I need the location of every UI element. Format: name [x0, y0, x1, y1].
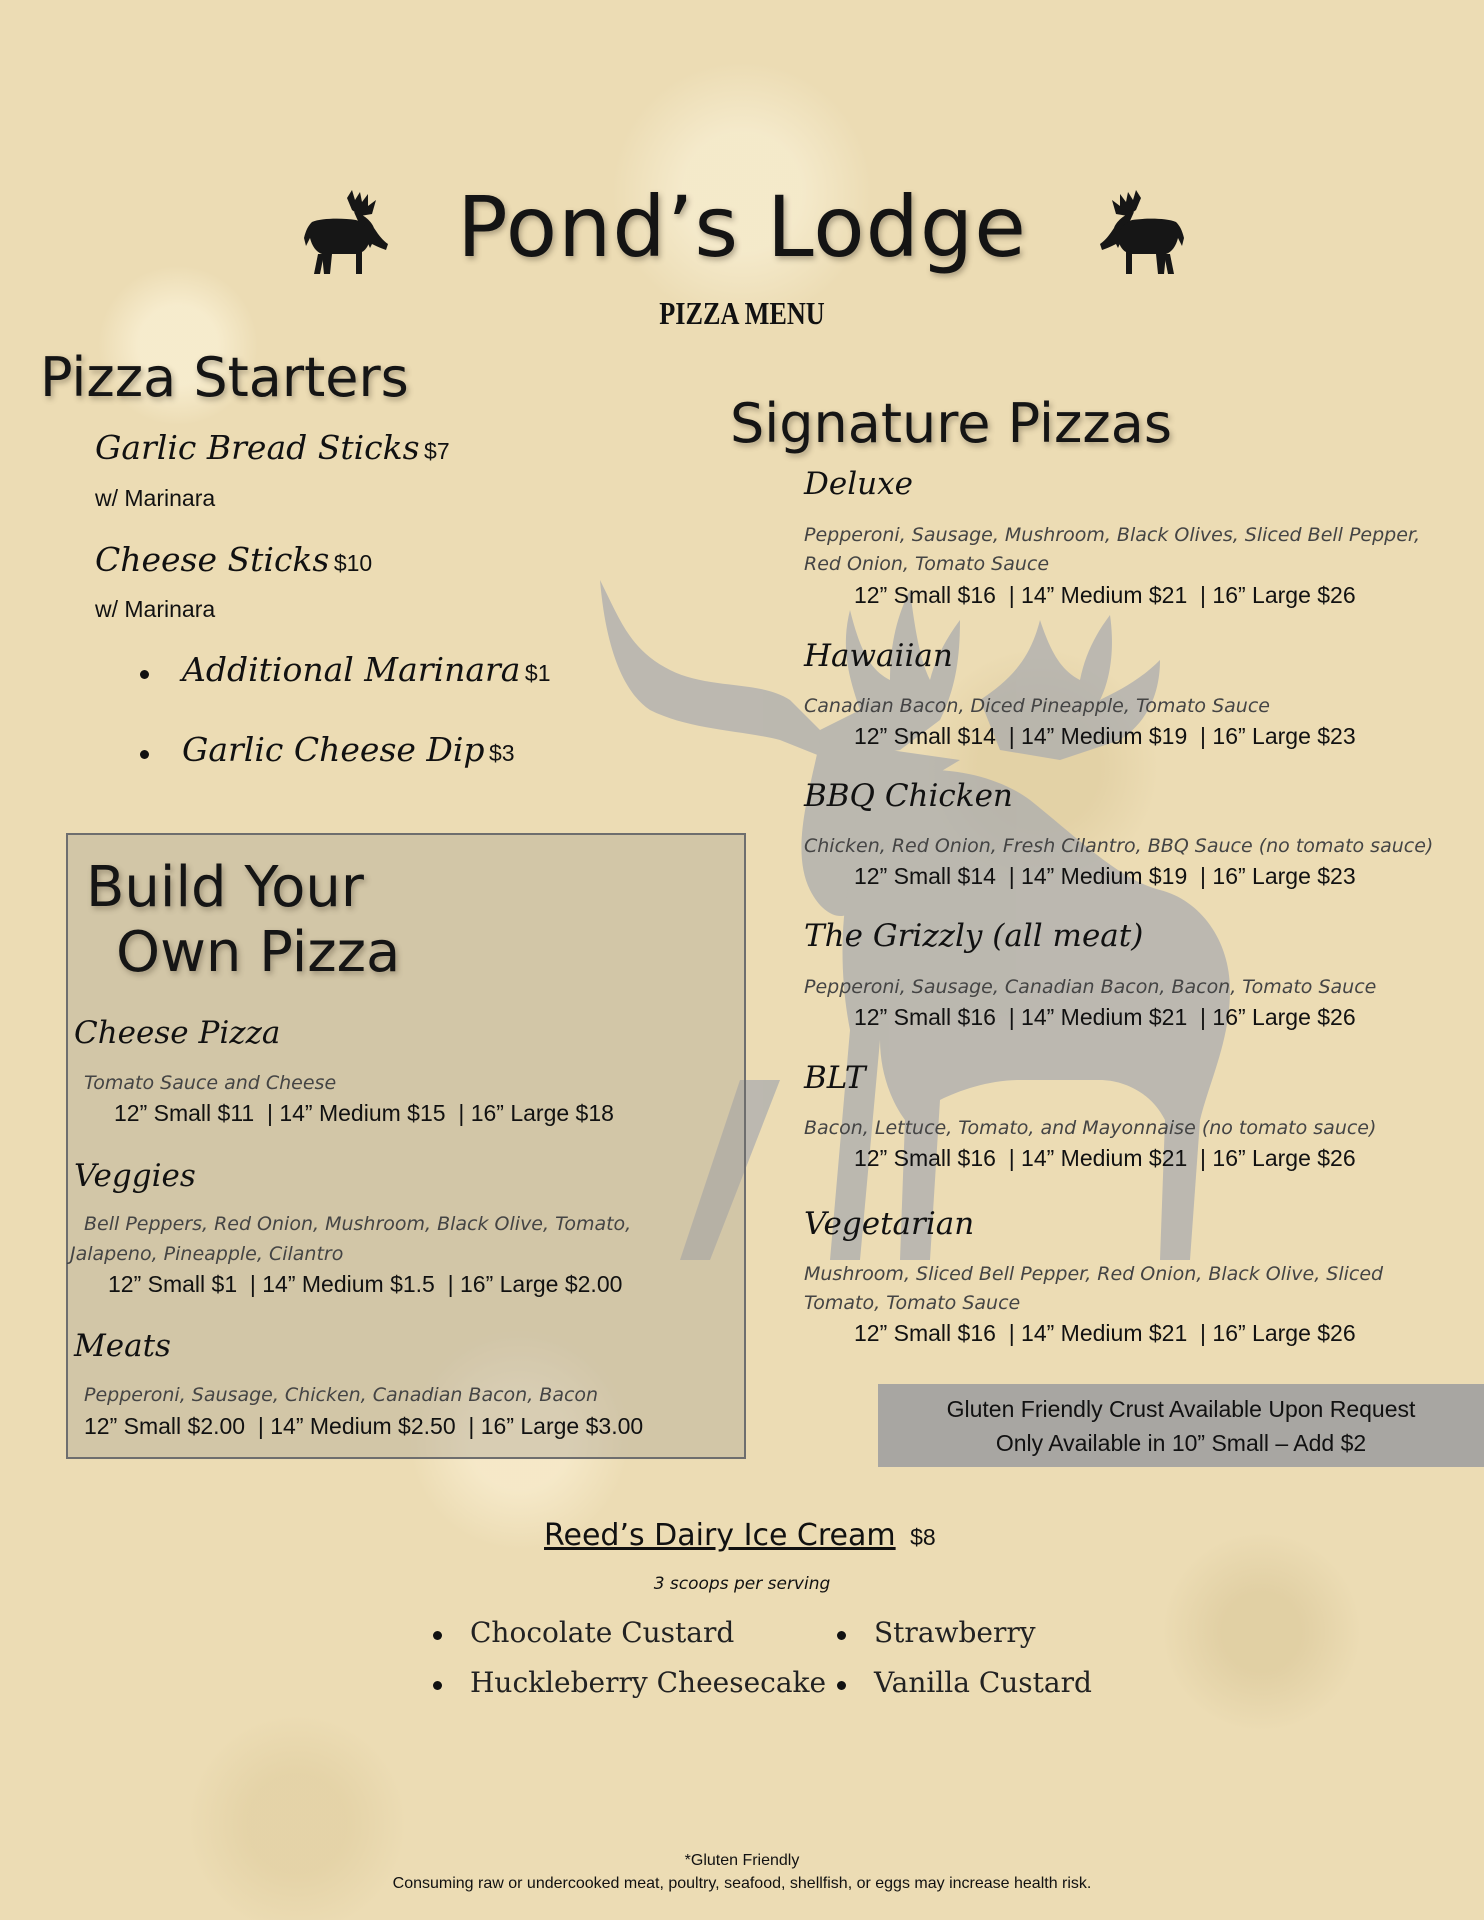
starter-name: Garlic Bread Sticks: [95, 428, 420, 467]
signature-item-desc: Pepperoni, Sausage, Canadian Bacon, Bacon, Tomato Sauce: [804, 976, 1377, 998]
footer-gluten-note: *Gluten Friendly: [684, 1852, 800, 1869]
gluten-friendly-box: [878, 1384, 1484, 1467]
ice-cream-flavor: Chocolate Custard: [470, 1616, 735, 1649]
starter-item: [95, 540, 372, 579]
bullet-icon: [140, 670, 149, 679]
signature-item-desc: Canadian Bacon, Diced Pineapple, Tomato Sauce: [804, 695, 1270, 717]
signature-item-name: Hawaiian: [804, 638, 953, 674]
addon-price: $3: [489, 740, 515, 766]
addon-name: Garlic Cheese Dip: [182, 730, 485, 769]
starter-note: w/ Marinara: [95, 485, 216, 511]
signature-item-name: BLT: [804, 1060, 866, 1096]
moose-icon-right: [1086, 188, 1196, 278]
byo-item-sizes: 12” Small $2.00 | 14” Medium $2.50 | 16” Large $3.00: [84, 1413, 644, 1439]
page-subtitle: PIZZA MENU: [659, 295, 825, 331]
signature-item-sizes: 12” Small $14 | 14” Medium $19 | 16” Large $23: [854, 723, 1356, 749]
byo-heading-line2: Own Pizza: [116, 920, 401, 985]
signature-item-name: The Grizzly (all meat): [804, 918, 1144, 954]
bullet-icon: [837, 1631, 846, 1640]
ice-cream-flavor: Strawberry: [874, 1616, 1036, 1649]
ice-cream-price: $8: [910, 1524, 936, 1550]
ice-cream-heading: Reed’s Dairy Ice Cream: [544, 1518, 896, 1553]
starter-price: $10: [333, 550, 373, 576]
starter-item: [95, 428, 450, 467]
bullet-icon: [837, 1681, 846, 1690]
page-title: Pond’s Lodge: [457, 178, 1027, 276]
byo-item-sizes: 12” Small $1 | 14” Medium $1.5 | 16” Large $2.00: [108, 1271, 623, 1297]
starter-name: Cheese Sticks: [95, 540, 330, 579]
starters-heading: Pizza Starters: [40, 346, 409, 409]
signature-item-sizes: 12” Small $16 | 14” Medium $21 | 16” Large $26: [854, 582, 1356, 608]
signature-item-sizes: 12” Small $16 | 14” Medium $21 | 16” Large $26: [854, 1004, 1356, 1030]
byo-item-desc: Tomato Sauce and Cheese: [84, 1072, 337, 1094]
signature-item-name: BBQ Chicken: [804, 778, 1013, 814]
signature-item-desc: Pepperoni, Sausage, Mushroom, Black Olives, Sliced Bell Pepper,: [804, 524, 1421, 546]
signature-item-desc: Red Onion, Tomato Sauce: [804, 553, 1050, 575]
bullet-icon: [433, 1681, 442, 1690]
ice-cream-header: [544, 1518, 936, 1553]
signature-item-desc: Bacon, Lettuce, Tomato, and Mayonnaise (no tomato sauce): [804, 1117, 1377, 1139]
starter-note: w/ Marinara: [95, 596, 216, 622]
byo-item-desc: Bell Peppers, Red Onion, Mushroom, Black Olive, Tomato,: [84, 1213, 632, 1235]
bullet-icon: [140, 750, 149, 759]
signature-item-name: Deluxe: [804, 466, 913, 502]
ice-cream-flavor: Huckleberry Cheesecake: [470, 1666, 827, 1699]
addon-price: $1: [524, 660, 551, 686]
signature-heading: Signature Pizzas: [730, 392, 1172, 455]
ice-cream-note: 3 scoops per serving: [653, 1574, 831, 1594]
byo-item-desc: Jalapeno, Pineapple, Cilantro: [70, 1243, 344, 1265]
byo-item-desc: Pepperoni, Sausage, Chicken, Canadian Bacon, Bacon: [84, 1384, 599, 1406]
signature-item-sizes: 12” Small $16 | 14” Medium $21 | 16” Large $26: [854, 1145, 1356, 1171]
signature-item-desc: Tomato, Tomato Sauce: [804, 1292, 1021, 1314]
byo-item-name: Meats: [74, 1328, 171, 1364]
ice-cream-flavor: Vanilla Custard: [874, 1666, 1092, 1699]
gluten-box-line1: Gluten Friendly Crust Available Upon Request: [946, 1396, 1416, 1422]
starter-price: $7: [424, 438, 450, 464]
addon-item: [182, 730, 515, 769]
bullet-icon: [433, 1631, 442, 1640]
byo-heading-line1: Build Your: [86, 855, 364, 920]
addon-item: [182, 650, 551, 689]
signature-item-sizes: 12” Small $16 | 14” Medium $21 | 16” Large $26: [854, 1320, 1356, 1346]
byo-item-sizes: 12” Small $11 | 14” Medium $15 | 16” Large $18: [114, 1100, 614, 1126]
signature-item-sizes: 12” Small $14 | 14” Medium $19 | 16” Large $23: [854, 863, 1356, 889]
gluten-box-line2: Only Available in 10” Small – Add $2: [995, 1430, 1367, 1456]
addon-name: Additional Marinara: [182, 650, 521, 689]
byo-item-name: Veggies: [74, 1158, 196, 1194]
signature-item-name: Vegetarian: [804, 1206, 975, 1242]
signature-item-desc: Chicken, Red Onion, Fresh Cilantro, BBQ Sauce (no tomato sauce): [804, 835, 1434, 857]
footer-health-warning: Consuming raw or undercooked meat, poultry, seafood, shellfish, or eggs may increase health risk.: [392, 1875, 1092, 1892]
signature-item-desc: Mushroom, Sliced Bell Pepper, Red Onion, Black Olive, Sliced: [804, 1263, 1384, 1285]
byo-item-name: Cheese Pizza: [74, 1015, 281, 1051]
